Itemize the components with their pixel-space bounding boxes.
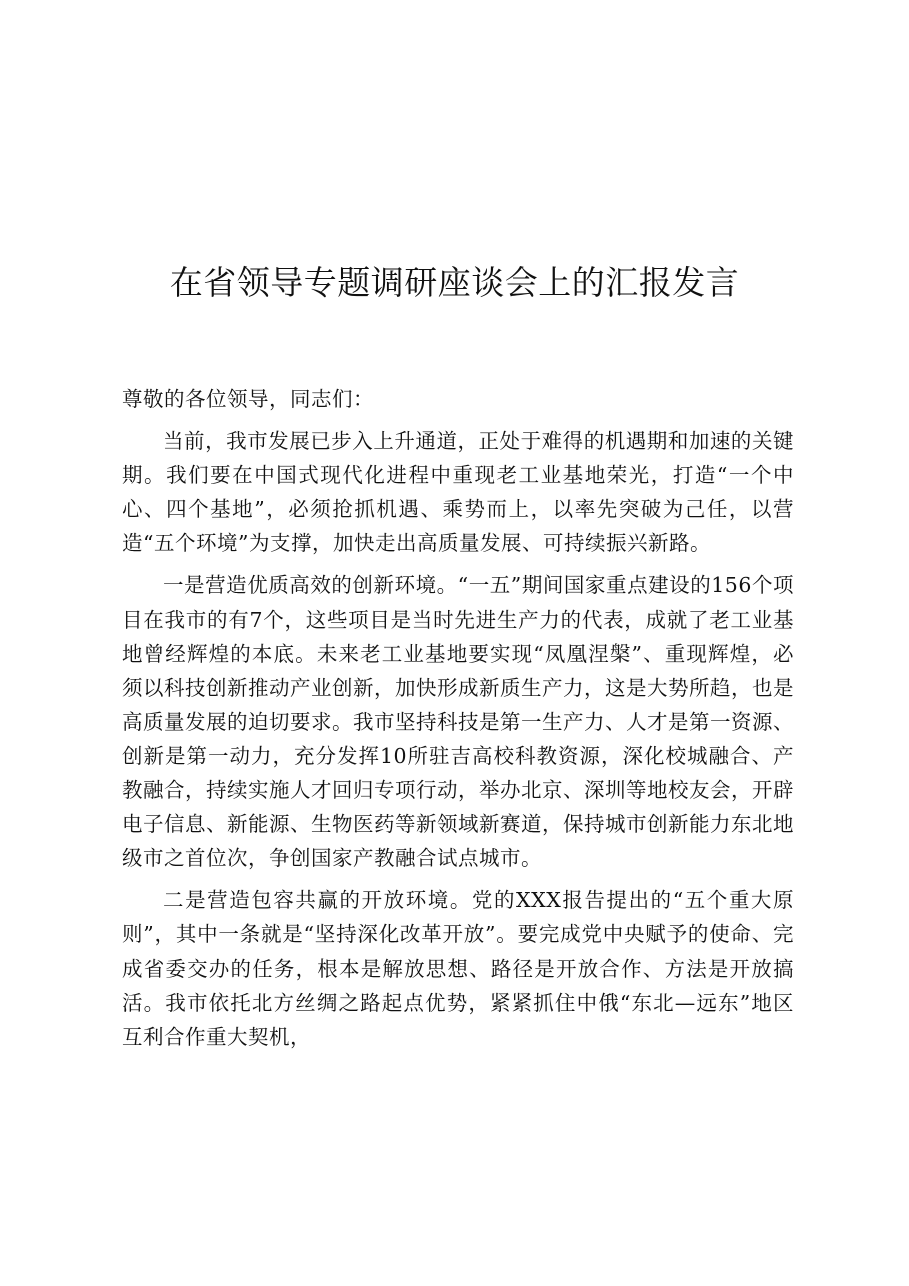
salutation: 尊敬的各位领导，同志们： (122, 387, 374, 411)
paragraph-opening: 二是营造包容共赢的开放环境。党的XXX报告提出的“五个重大原则”，其中一条就是“坚持深化改革开放”。要完成党中央赋予的使命、完成省委交办的任务，根本是解放思想、路径是开放合作、方法是开放搞活。我市依托北方丝绸之路起点优势，紧紧抓住中俄“东北—远东”地区互利合作重大契机， (122, 888, 794, 1049)
document-title: 在省领导专题调研座谈会上的汇报发言 (169, 263, 740, 302)
paragraph-intro: 当前，我市发展已步入上升通道，正处于难得的机遇期和加速的关键期。我们要在中国式现代化进程中重现老工业基地荣光，打造“一个中心、四个基地”，必须抢抓机遇、乘势而上，以率先突破为己任，以营造“五个环境”为支撑，加快走出高质量发展、可持续振兴新路。 (122, 429, 794, 556)
paragraph-innovation: 一是营造优质高效的创新环境。“一五”期间国家重点建设的156个项目在我市的有7个，这些项目是当时先进生产力的代表，成就了老工业基地曾经辉煌的本底。未来老工业基地要实现“凤凰涅槃”、重现辉煌，必须以科技创新推动产业创新，加快形成新质生产力，这是大势所趋，也是高质量发展的迫切要求。我市坚持科技是第一生产力、人才是第一资源、创新是第一动力，充分发挥10所驻吉高校科教资源，深化校城融合、产教融合，持续实施人才回归专项行动，举办北京、深圳等地校友会，开辟电子信息、新能源、生物医药等新领域新赛道，保持城市创新能力东北地级市之首位次，争创国家产教融合试点城市。 (122, 573, 794, 871)
document-body (122, 382, 794, 1062)
